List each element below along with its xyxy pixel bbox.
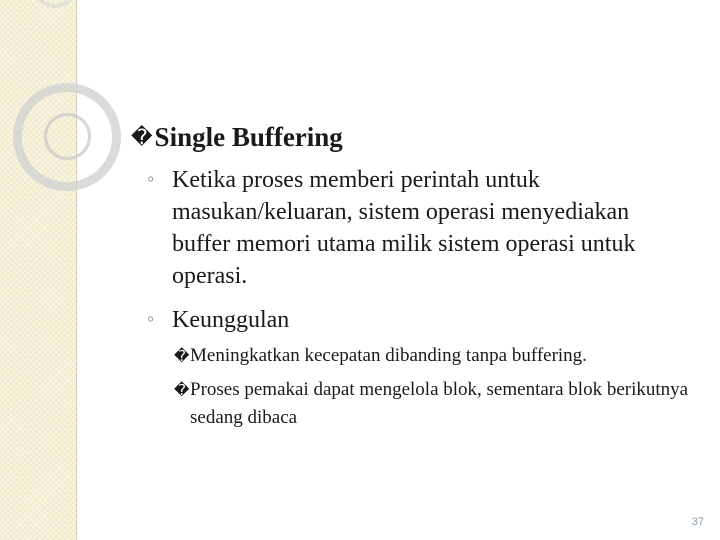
list-item	[146, 164, 686, 292]
page-number: 37	[691, 516, 704, 528]
list-item-text: Keunggulan	[172, 307, 290, 333]
slide-title-text: Single Buffering	[154, 122, 343, 152]
slide-title	[131, 122, 343, 153]
sub-list-item-text: Proses pemakai dapat mengelola blok, sementara blok berikutnya sedang dibaca	[190, 379, 689, 428]
sub-list-item	[174, 342, 694, 370]
decorative-ring-small	[44, 113, 91, 160]
sub-bullet-icon: �	[174, 381, 190, 399]
title-bullet-icon: �	[131, 125, 153, 149]
circle-bullet-icon: ◦	[146, 170, 156, 189]
sub-list-item-text: Meningkatkan kecepatan dibanding tanpa buffering.	[190, 345, 587, 366]
list-item	[146, 304, 686, 336]
circle-bullet-icon: ◦	[146, 310, 156, 329]
decorative-side-band	[0, 0, 77, 540]
sub-list-item	[174, 376, 694, 432]
list-item-text: Ketika proses memberi perintah untuk masukan/keluaran, sistem operasi menyediakan buffer memori utama milik sistem operasi untuk operasi.	[172, 167, 636, 289]
sub-bullet-icon: �	[174, 347, 190, 365]
